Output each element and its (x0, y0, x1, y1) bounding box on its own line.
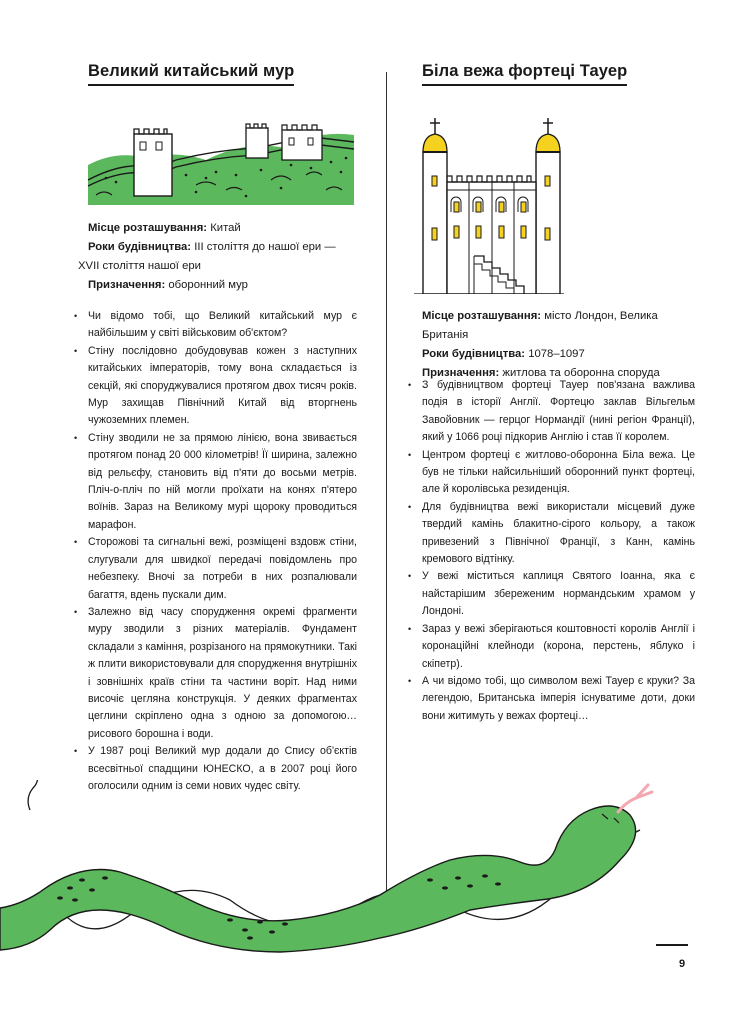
list-item: • А чи відомо тобі, що символом вежі Тауер є круки? За легендою, Британська імперія існуватиме доти, доки вони житимуть у вежах фортеці… (408, 673, 695, 725)
page-number-rule (656, 944, 688, 946)
years-value: III століття до нашої ери — (194, 241, 336, 253)
great-wall-facts (78, 219, 358, 295)
location-value: місто Лондон, Велика Британія (422, 310, 658, 341)
years-value-cont: XVII століття нашої ери (78, 260, 201, 272)
great-wall-bullet-list (74, 308, 357, 795)
list-item: • Стіну зводили не за прямою лінією, вона звивається протягом понад 20 000 кілометрів! Її ширина, залежно від рельєфу, становить від п'яти до восьми метрів. Пліч-о-пліч по ній могли проїхати на конях п'ятеро воїнів. Зараз на Великому мурі щороку проводиться марафон. (74, 430, 357, 534)
years-label: Роки будівництва: (422, 348, 526, 360)
great-wall-title: Великий китайський мур (88, 62, 294, 86)
purpose-value: оборонний мур (168, 279, 248, 291)
location-label: Місце розташування: (422, 310, 542, 322)
white-tower-icon (414, 116, 564, 294)
snake-icon (0, 780, 755, 980)
great-wall-icon (86, 120, 356, 205)
list-item: • У вежі міститься каплиця Святого Іоанна, яка є найстарішим збереженим нормандським храмом у Лондоні. (408, 568, 695, 620)
list-item: • Центром фортеці є житлово-оборонна Біла вежа. Це був не тільки найсильніший оборонний пункт фортеці, але й королівська резиденція. (408, 447, 695, 499)
list-item: • Зараз у вежі зберігаються коштовності королів Англії і коронаційні клейноди (корона, перстень, яблуко і скіпетр). (408, 621, 695, 673)
location-label: Місце розташування: (88, 222, 208, 234)
white-tower-facts (422, 307, 697, 383)
purpose-label: Призначення: (422, 367, 500, 379)
years-value: 1078–1097 (528, 348, 585, 360)
list-item: • Залежно від часу спорудження окремі фрагменти муру зводили з різних матеріалів. Фундамент складали з каміння, розрізаного на прямокутники. Такі ж плити використовували для спорудження внутрішніх і зовнішніх країв стіни та частини ворiт. Над ними височіє цегляна конструкція. У деяких фрагментах цеглини скріплено одна з одною за допомогою… рисового борошна і води. (74, 604, 357, 743)
page-number: 9 (679, 958, 686, 970)
list-item: • Стіну послідовно добудовував кожен з наступних китайських імператорів, тому вона складається із секцій, які споруджувалися протягом двох тисяч років. Мур захищав Північний Китай від вторгнень чужоземних племен. (74, 343, 357, 430)
years-label: Роки будівництва: (88, 241, 192, 253)
location-value: Китай (210, 222, 241, 234)
white-tower-title: Біла вежа фортеці Тауер (422, 62, 627, 86)
list-item: • З будівництвом фортеці Тауер пов'язана важлива подія в історії Англії. Фортецю заклав Вільгельм Завойовник — герцог Нормандії (нині регіон Франції), який у 1066 році підкорив Англію і став її королем. (408, 377, 695, 447)
list-item: • Для будівництва вежі використали місцевий дуже твердий камінь блакитно-сірого кольору, а також привезений з Північної Франції, з Канн, камінь кремового відтінку. (408, 499, 695, 569)
white-tower-bullet-list (408, 377, 695, 725)
list-item: • Чи відомо тобі, що Великий китайський мур є найбільшим у світі військовим об'єктом? (74, 308, 357, 343)
column-divider (386, 72, 387, 902)
purpose-label: Призначення: (88, 279, 166, 291)
list-item: • Сторожові та сигнальні вежі, розміщені вздовж стіни, слугували для швидкої передачі повідомлень про небезпеку. Вночі за потреби в них розпалювали багаття, вдень пускали дим. (74, 534, 357, 604)
list-item: • У 1987 році Великий мур додали до Спису об'єктів всесвітньої спадщини ЮНЕСКО, а в 2007 році його оголосили одним із семи нових чудес світу. (74, 743, 357, 795)
purpose-value: житлова та оборонна споруда (502, 367, 660, 379)
